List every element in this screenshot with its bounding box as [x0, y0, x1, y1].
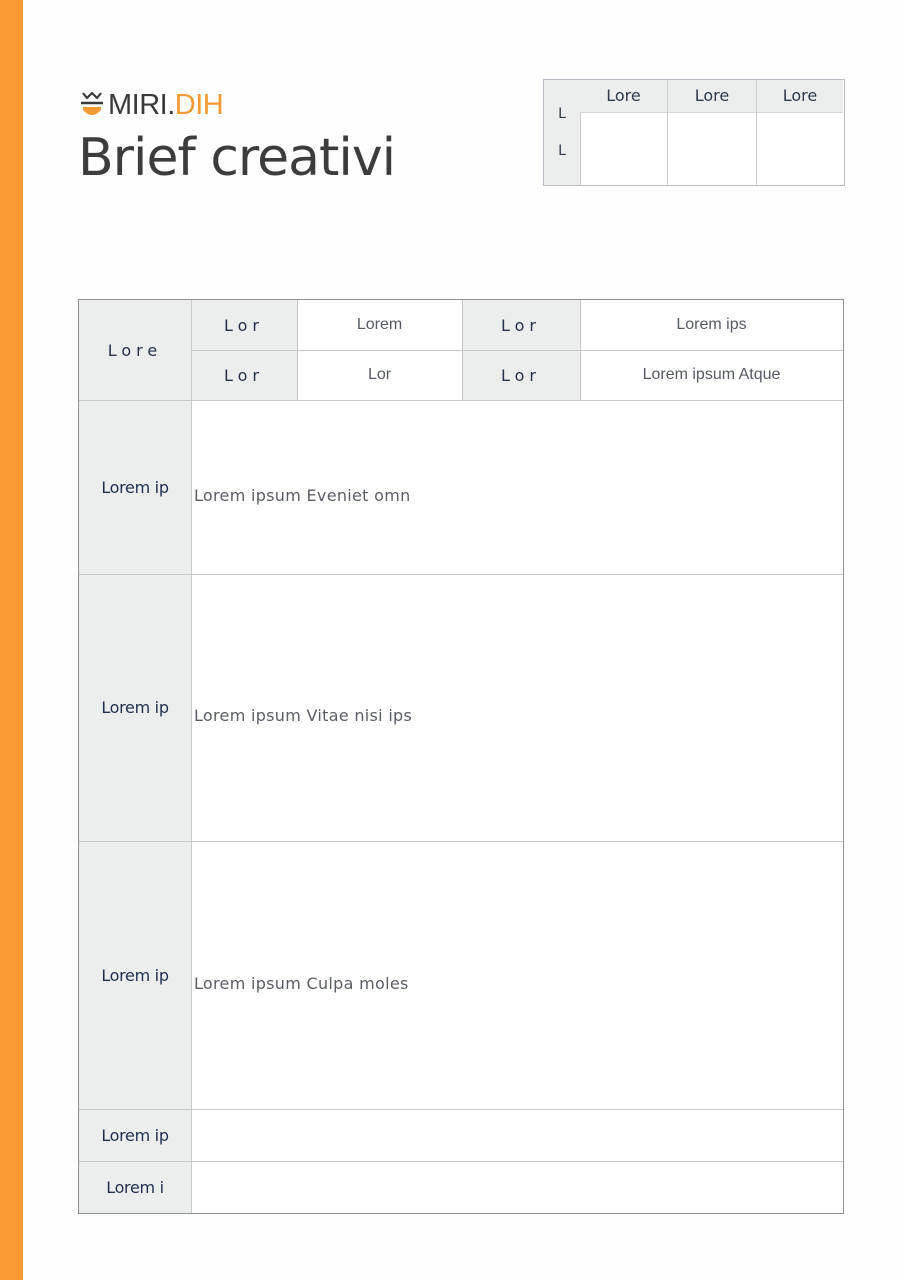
row-text	[191, 1161, 843, 1213]
grid-line	[191, 350, 843, 351]
accent-bar	[0, 0, 23, 1280]
row-text: Lorem ipsum Vitae nisi ips	[194, 706, 413, 725]
brand-logo	[79, 88, 223, 122]
info-value: Lor	[367, 366, 392, 383]
approval-column-header: Lore	[757, 80, 843, 113]
grid-line	[79, 574, 843, 575]
approval-column	[580, 80, 668, 185]
brand-name-part2: DIH	[174, 89, 224, 121]
approval-column-header: Lore	[580, 80, 667, 113]
row-label: Lorem ip	[79, 574, 191, 841]
row-text: Lorem ipsum Culpa moles	[194, 973, 409, 993]
row-text	[191, 1109, 843, 1161]
row-label: Lorem ip	[79, 841, 191, 1109]
approval-column-header: Lore	[668, 80, 756, 113]
approval-side-column	[544, 80, 581, 185]
info-value: Lorem	[356, 316, 403, 333]
brief-table	[78, 299, 844, 1214]
brand-mark-icon	[79, 90, 105, 120]
approval-column	[668, 80, 757, 185]
row-text: Lorem ipsum Eveniet omn	[194, 485, 411, 505]
info-value: Lorem ips	[676, 316, 747, 333]
row-label: Lorem ip	[79, 1109, 191, 1161]
info-label: Lor	[462, 300, 580, 350]
approval-column	[757, 80, 843, 185]
info-section-label: Lore	[79, 300, 191, 400]
approval-table	[543, 79, 845, 186]
info-value: Lorem ipsum Atque	[642, 366, 781, 383]
grid-line	[191, 300, 192, 1213]
grid-line	[79, 1109, 843, 1110]
grid-line	[79, 1161, 843, 1162]
approval-side-label: L	[558, 106, 566, 122]
grid-line	[79, 841, 843, 842]
page-title: Brief creativi	[78, 128, 396, 188]
info-label: Lor	[462, 350, 580, 400]
info-label: Lor	[191, 300, 297, 350]
grid-line	[79, 400, 843, 401]
row-label: Lorem ip	[79, 400, 191, 574]
row-label: Lorem i	[79, 1161, 191, 1213]
approval-side-label: L	[558, 143, 566, 159]
info-label: Lor	[191, 350, 297, 400]
brand-name-part1: MIRI.	[108, 89, 175, 121]
